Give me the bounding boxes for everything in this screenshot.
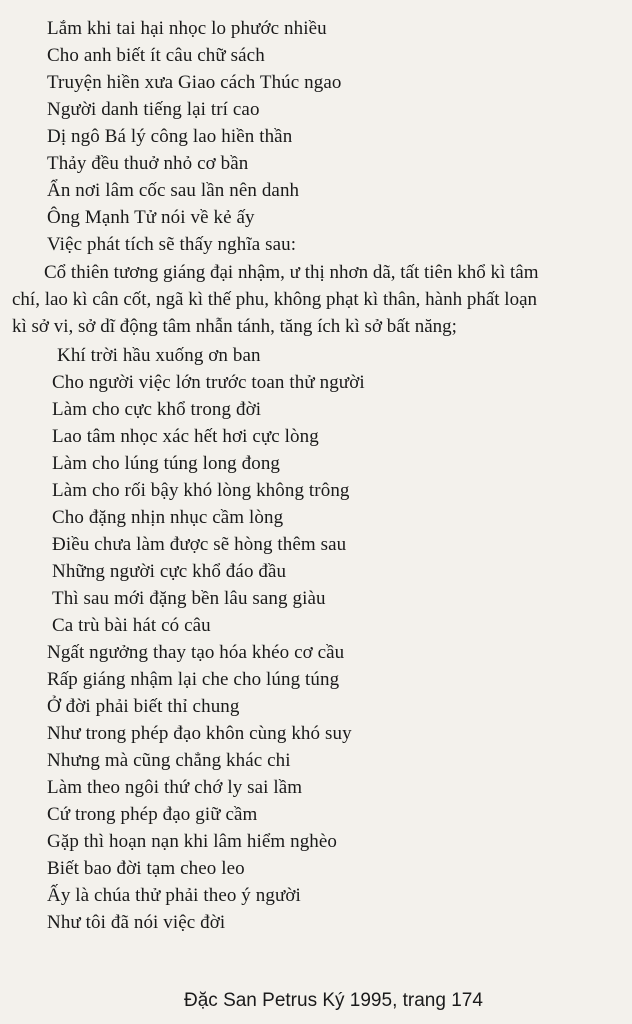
verse-line: Ca trù bài hát có câu bbox=[52, 615, 211, 636]
verse-line: Làm cho lúng túng long đong bbox=[52, 453, 281, 474]
verse-line: Thì sau mới đặng bền lâu sang giàu bbox=[52, 588, 326, 609]
prose-line: Cổ thiên tương giáng đại nhậm, ư thị nhơn dã, tất tiên khổ kì tâm bbox=[44, 262, 539, 283]
verse-line: Khí trời hầu xuống ơn ban bbox=[57, 345, 261, 366]
verse-line: Cho người việc lớn trước toan thử người bbox=[52, 372, 365, 393]
verse-line: Cứ trong phép đạo giữ cầm bbox=[47, 804, 258, 825]
verse-line: Ẩn nơi lâm cốc sau lần nên danh bbox=[47, 180, 300, 201]
verse-line: Người danh tiếng lại trí cao bbox=[47, 99, 260, 120]
verse-line: Ngất ngưởng thay tạo hóa khéo cơ cầu bbox=[47, 642, 345, 663]
prose-line: chí, lao kì cân cốt, ngã kì thế phu, không phạt kì thân, hành phất loạn bbox=[12, 289, 538, 310]
verse-line: Như tôi đã nói việc đời bbox=[47, 912, 226, 933]
source-citation: Đặc San Petrus Ký 1995, trang 174 bbox=[184, 990, 483, 1011]
verse-line: Làm cho rối bậy khó lòng không trông bbox=[52, 480, 350, 501]
prose-line: kì sở vi, sở dĩ động tâm nhẫn tánh, tăng ích kì sở bất năng; bbox=[12, 316, 457, 337]
verse-line: Những người cực khổ đáo đầu bbox=[52, 561, 287, 582]
verse-line: Làm cho cực khổ trong đời bbox=[52, 399, 262, 420]
verse-line: Như trong phép đạo khôn cùng khó suy bbox=[47, 723, 352, 744]
verse-line: Việc phát tích sẽ thấy nghĩa sau: bbox=[47, 234, 297, 255]
reverse-side-show-through bbox=[330, 36, 632, 956]
verse-line: Làm theo ngôi thứ chớ ly sai lầm bbox=[47, 777, 303, 798]
verse-line: Ông Mạnh Tử nói về kẻ ấy bbox=[47, 207, 255, 228]
verse-line: Gặp thì hoạn nạn khi lâm hiểm nghèo bbox=[47, 831, 338, 852]
verse-line: Lao tâm nhọc xác hết hơi cực lòng bbox=[52, 426, 319, 447]
verse-line: Biết bao đời tạm cheo leo bbox=[47, 858, 245, 879]
verse-line: Truyện hiền xưa Giao cách Thúc ngao bbox=[47, 72, 342, 93]
verse-line: Cho đặng nhịn nhục cầm lòng bbox=[52, 507, 284, 528]
verse-line: Dị ngô Bá lý công lao hiền thần bbox=[47, 126, 293, 147]
verse-line: Cho anh biết ít câu chữ sách bbox=[47, 45, 265, 66]
verse-line: Ở đời phải biết thỉ chung bbox=[47, 696, 240, 717]
verse-line: Ấy là chúa thử phải theo ý người bbox=[47, 885, 301, 906]
verse-line: Rấp giáng nhậm lại che cho lúng túng bbox=[47, 669, 340, 690]
verse-line: Điều chưa làm được sẽ hòng thêm sau bbox=[52, 534, 347, 555]
verse-line: Thảy đều thuở nhỏ cơ bần bbox=[47, 153, 249, 174]
verse-line: Nhưng mà cũng chẳng khác chi bbox=[47, 750, 291, 771]
verse-line: Lắm khi tai hại nhọc lo phước nhiều bbox=[47, 18, 327, 39]
